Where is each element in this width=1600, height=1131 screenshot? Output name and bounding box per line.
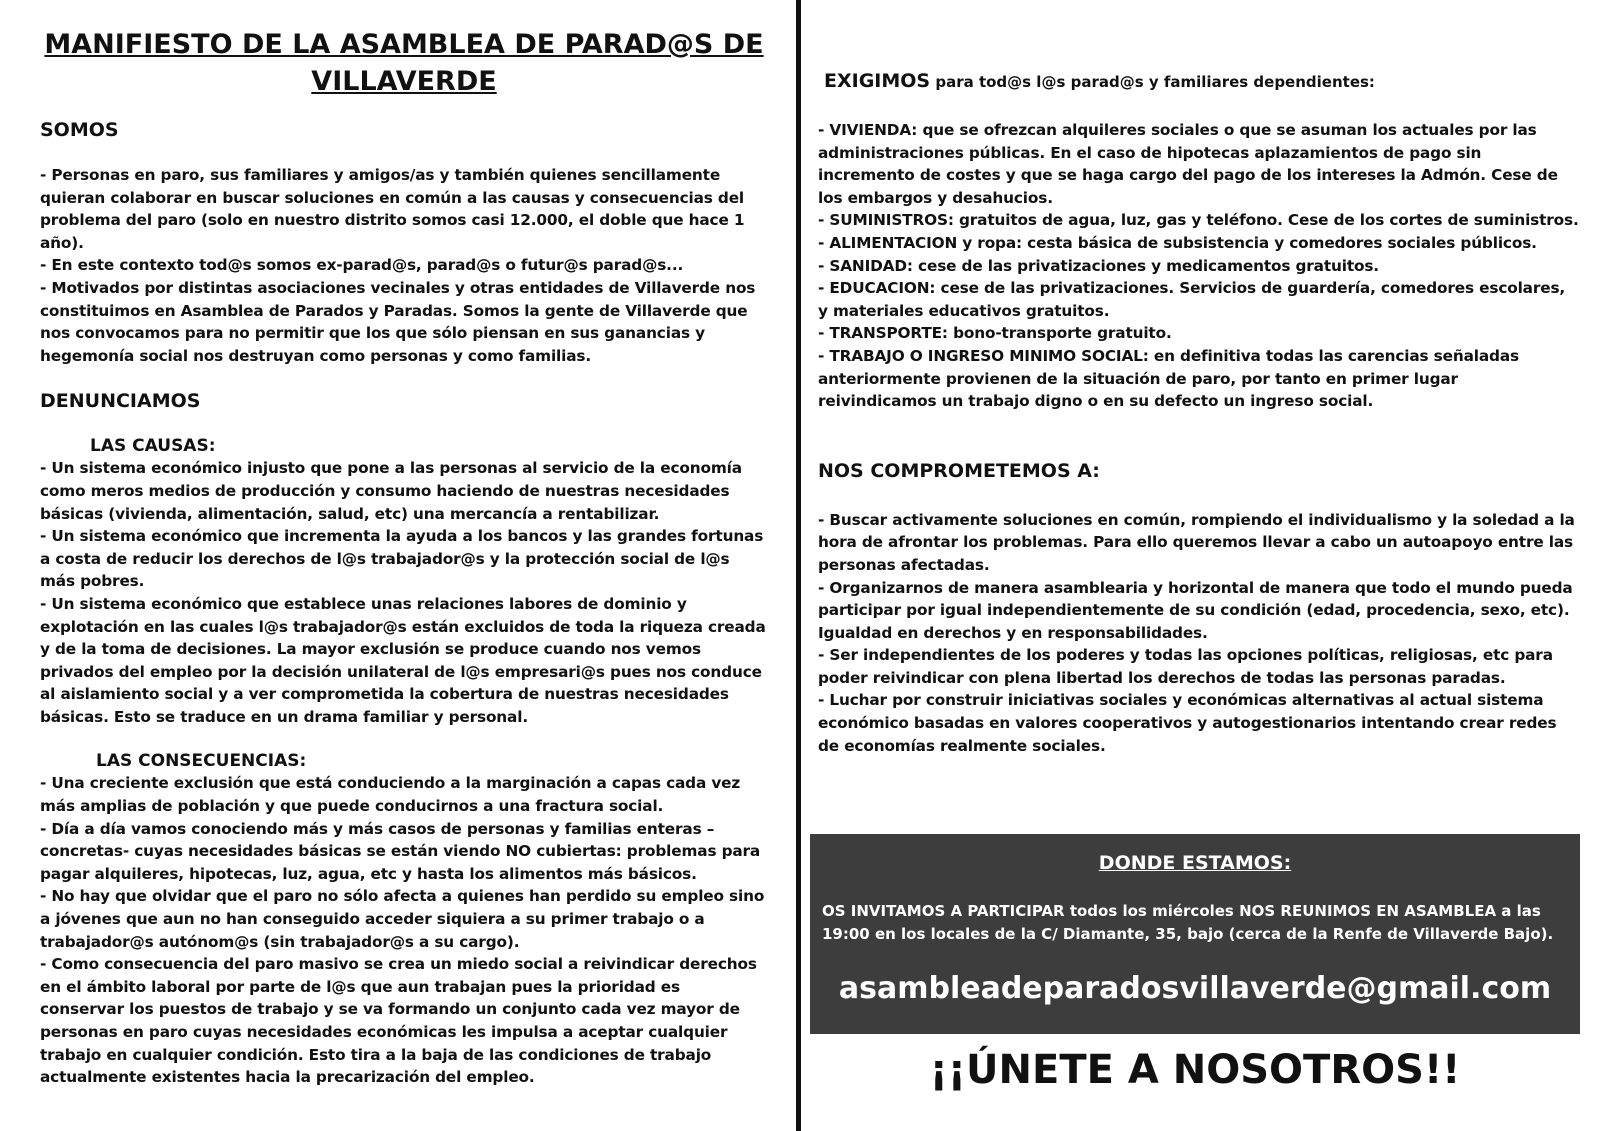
section-heading-comprometemos: NOS COMPROMETEMOS A: <box>818 459 1100 482</box>
consecuencia-item: - Día a día vamos conociendo más y más casos de personas y familias enteras –concretas- cuyas necesidades básicas se están viendo NO cubiertas: problemas para pagar alquileres, hipotecas, luz, agua, etc y hasta los alimentos más básicos. <box>40 819 761 883</box>
consecuencia-item: - No hay que olvidar que el paro no sólo afecta a quienes han perdido su empleo sino a jóvenes que aun no han conseguido acceder siquiera a su primer trabajo o a trabajador@s autónom@s (sin trabajador@s a su cargo). <box>40 887 765 951</box>
contact-email[interactable]: asambleadeparadosvillaverde@gmail.com <box>838 971 1552 1006</box>
location-heading: DONDE ESTAMOS: <box>1098 852 1292 874</box>
exigimos-item: - SUMINISTROS: gratuitos de agua, luz, gas y teléfono. Cese de los cortes de suministros. <box>818 211 1579 230</box>
page-title: MANIFIESTO DE LA ASAMBLEA DE PARAD@S DE VILLAVERDE <box>44 29 764 97</box>
right-column <box>818 68 1580 757</box>
exigimos-item: - TRABAJO O INGRESO MINIMO SOCIAL: en definitiva todas las carencias señaladas anteriormente provienen de la situación de paro, por tanto en primer lugar reivindicamos un trabajo digno o en su defecto un ingreso social. <box>818 346 1519 411</box>
subheading-causas: LAS CAUSAS: <box>90 436 216 457</box>
section-heading-denunciamos: DENUNCIAMOS <box>40 390 201 413</box>
left-column <box>40 26 768 1089</box>
exigimos-item: - SANIDAD: cese de las privatizaciones y medicamentos gratuitos. <box>818 256 1379 275</box>
exigimos-item: - ALIMENTACION y ropa: cesta básica de subsistencia y comedores sociales públicos. <box>818 233 1537 252</box>
closing-slogan: ¡¡ÚNETE A NOSOTROS!! <box>929 1047 1461 1093</box>
section-heading-exigimos: EXIGIMOS <box>824 70 931 92</box>
compromiso-item: - Luchar por construir iniciativas sociales y económicas alternativas al actual sistema económico basadas en valores cooperativos y autogestionarios intentando crear redes de economías realmente sociales. <box>818 691 1557 755</box>
meeting-info: OS INVITAMOS A PARTICIPAR todos los miércoles NOS REUNIMOS EN ASAMBLEA a las 19:00 en los locales de la C/ Diamante, 35, bajo (cerca de la Renfe de Villaverde Bajo). <box>822 902 1554 943</box>
location-box <box>810 834 1580 1034</box>
somos-paragraph-1: - Personas en paro, sus familiares y amigos/as y también quienes sencillamente quieran colaborar en buscar soluciones en común a las causas y consecuencias del problema del paro (solo en nuestro distrito somos casi 12.000, el doble que hace 1 año). <box>40 166 745 252</box>
somos-paragraph-2: - En este contexto tod@s somos ex-parad@s, parad@s o futur@s parad@s... <box>40 256 684 275</box>
compromiso-item: - Ser independientes de los poderes y todas las opciones políticas, religiosas, etc para poder reivindicar con plena libertad los derechos de todas las personas paradas. <box>818 646 1553 687</box>
consecuencia-item: - Una creciente exclusión que está conduciendo a la marginación a capas cada vez más amplias de población y que puede conducirnos a una fractura social. <box>40 774 741 816</box>
exigimos-item: - EDUCACION: cese de las privatizaciones. Servicios de guardería, comedores escolares, y materiales educativos gratuitos. <box>818 279 1566 320</box>
compromiso-item: - Organizarnos de manera asamblearia y horizontal de manera que todo el mundo pueda participar por igual independientemente de su condición (edad, procedencia, sexo, etc). Igualdad en derechos y en responsabilidades. <box>818 578 1573 642</box>
causa-item: - Un sistema económico que establece unas relaciones labores de dominio y explotación en las cuales l@s trabajador@s están excluidos de toda la riqueza creada y de la toma de decisiones. La mayor exclusión se produce cuando nos vemos privados del empleo por la decisión unilateral de l@s empresari@s pues nos conduce al aislamiento social y a ver comprometida la cobertura de nuestras necesidades básicas. Esto se traduce en un drama familiar y personal. <box>40 594 766 726</box>
exigimos-subtitle: para tod@s l@s parad@s y familiares dependientes: <box>935 73 1375 91</box>
causa-item: - Un sistema económico que incrementa la ayuda a los bancos y las grandes fortunas a costa de reducir los derechos de l@s trabajador@s y la protección social de l@s más pobres. <box>40 527 764 591</box>
section-heading-somos: SOMOS <box>40 119 119 141</box>
somos-paragraph-3: - Motivados por distintas asociaciones vecinales y otras entidades de Villaverde nos constituimos en Asamblea de Parados y Paradas. Somos la gente de Villaverde que nos convocamos para no permitir que los que sólo piensan en sus ganancias y hegemonía social nos destruyan como personas y como familias. <box>40 278 756 365</box>
exigimos-header <box>824 68 1580 95</box>
subheading-consecuencias: LAS CONSECUENCIAS: <box>96 751 307 772</box>
causa-item: - Un sistema económico injusto que pone a las personas al servicio de la economía como meros medios de producción y consumo haciendo de nuestras necesidades básicas (vivienda, alimentación, salud, etc) una mercancía a rentabilizar. <box>40 459 742 523</box>
compromiso-item: - Buscar activamente soluciones en común, rompiendo el individualismo y la soledad a la hora de afrontar los problemas. Para ello queremos llevar a cabo un autoapoyo entre las personas afectadas. <box>818 510 1575 574</box>
exigimos-item: - VIVIENDA: que se ofrezcan alquileres sociales o que se asuman los actuales por las administraciones públicas. En el caso de hipotecas aplazamientos de pago sin incremento de costes y que se haga cargo del pago de los intereses la Admón. Cese de los embargos y desahucios. <box>818 121 1558 207</box>
exigimos-item: - TRANSPORTE: bono-transporte gratuito. <box>818 324 1172 343</box>
column-divider <box>796 0 801 1131</box>
consecuencia-item: - Como consecuencia del paro masivo se crea un miedo social a reivindicar derechos en el ámbito laboral por parte de l@s que aun trabajan pues la prioridad es conservar los puestos de trabajo y se va formando un conjunto cada vez mayor de personas en paro cuyas necesidades económicas les impulsa a aceptar cualquier trabajo en cualquier condición. Esto tira a la baja de las condiciones de trabajo actualmente existentes hacia la precarización del empleo. <box>40 955 757 1087</box>
